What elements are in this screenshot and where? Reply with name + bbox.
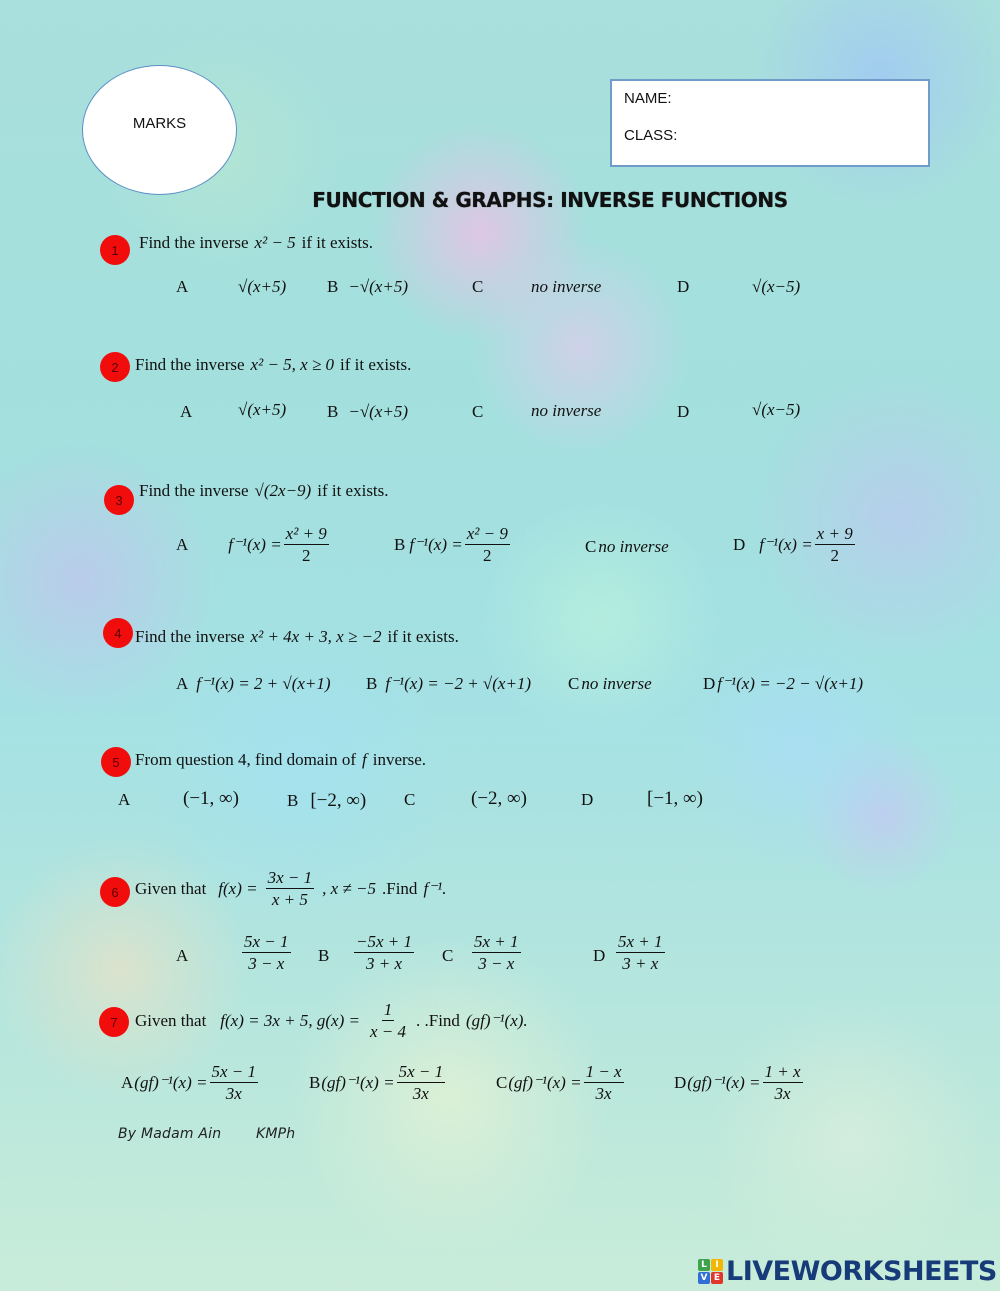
author-credit — [118, 1126, 295, 1142]
question-expression: √(2x−9) — [254, 481, 312, 500]
class-label: CLASS: — [624, 127, 678, 144]
q4-option-b[interactable] — [366, 674, 531, 694]
fraction-numerator: 1 — [383, 1000, 393, 1019]
question-number-badge: 1 — [100, 235, 130, 265]
q7-option-d[interactable] — [674, 1062, 805, 1103]
question-suffix: if it exists. — [301, 233, 373, 252]
q2-option-a-value[interactable]: √(x+5) — [238, 400, 287, 419]
fraction-numerator: 5x + 1 — [618, 932, 663, 951]
question-prefix: From question 4, find domain of — [135, 750, 356, 769]
question-target: (gf)⁻¹(x). — [465, 1010, 528, 1030]
option-label: A — [176, 674, 189, 693]
fraction-denominator: 2 — [483, 546, 492, 565]
fraction-numerator: 5x + 1 — [474, 932, 519, 951]
q5-option-c[interactable] — [404, 790, 419, 810]
question-suffix: .Find — [382, 878, 418, 898]
question-7-text — [135, 1000, 528, 1041]
question-number-badge: 3 — [104, 485, 134, 515]
question-number-badge: 2 — [100, 352, 130, 382]
logo-tile: I — [711, 1259, 723, 1271]
option-label: D — [733, 534, 746, 554]
fraction-numerator: 5x − 1 — [244, 932, 289, 951]
q6-option-d[interactable] — [614, 932, 667, 973]
fraction-numerator: x + 9 — [816, 524, 853, 543]
option-label: C — [585, 537, 597, 556]
q6-option-d-label-wrap[interactable] — [593, 946, 609, 966]
fraction-denominator: 3 − x — [248, 954, 285, 973]
question-condition: , x ≠ −5 — [322, 878, 376, 898]
q6-option-a-label-wrap[interactable] — [176, 946, 192, 966]
option-label: B — [366, 674, 378, 693]
option-lhs: (gf)⁻¹(x) = — [508, 1072, 582, 1092]
option-value: no inverse — [598, 537, 669, 556]
q1-option-b[interactable] — [327, 277, 408, 297]
option-lhs: f⁻¹(x) = — [228, 534, 282, 554]
question-number-badge: 6 — [100, 877, 130, 907]
option-value: −√(x+5) — [348, 277, 408, 296]
q1-option-d-value[interactable]: √(x−5) — [752, 277, 801, 296]
option-label: D — [581, 790, 594, 809]
option-value: −√(x+5) — [348, 402, 408, 421]
fraction-denominator: x − 4 — [369, 1022, 406, 1041]
question-prefix: Find the inverse — [135, 627, 245, 646]
fraction-numerator: x² + 9 — [285, 524, 327, 543]
question-target: f⁻¹. — [423, 878, 447, 898]
q3-option-a[interactable] — [176, 524, 331, 565]
question-lhs: f(x) = 3x + 5, g(x) = — [220, 1010, 360, 1030]
q6-option-b-label-wrap[interactable] — [318, 946, 333, 966]
question-prefix: Find the inverse — [139, 481, 249, 500]
option-label: D — [677, 402, 690, 421]
option-label: A — [118, 790, 131, 809]
q5-option-c-value[interactable]: (−2, ∞) — [471, 788, 527, 809]
class-field[interactable] — [624, 126, 916, 163]
option-lhs: f⁻¹(x) = — [759, 534, 813, 554]
q4-option-a[interactable] — [176, 674, 331, 694]
question-expression: x² − 5, x ≥ 0 — [250, 355, 335, 374]
option-label: D — [677, 277, 690, 296]
question-expression: x² − 5 — [254, 233, 296, 252]
option-lhs: (gf)⁻¹(x) = — [321, 1072, 395, 1092]
question-prefix: Given that — [135, 878, 207, 898]
page-title: FUNCTION & GRAPHS: INVERSE FUNCTIONS — [312, 188, 788, 212]
option-value: f⁻¹(x) = −2 + √(x+1) — [385, 674, 532, 693]
author-org: KMPh — [255, 1126, 296, 1142]
fraction-numerator: 1 + x — [764, 1062, 801, 1081]
question-expression: x² + 4x + 3, x ≥ −2 — [250, 627, 382, 646]
student-info-box — [610, 79, 930, 167]
option-label: A — [176, 277, 189, 296]
option-label: B — [327, 277, 339, 296]
q1-option-c[interactable] — [472, 277, 487, 297]
q7-option-c[interactable] — [496, 1062, 626, 1103]
option-label: C — [472, 277, 484, 296]
question-6-text — [135, 868, 446, 909]
question-suffix: . .Find — [416, 1010, 460, 1030]
fraction-denominator: x + 5 — [271, 890, 308, 909]
fraction-numerator: −5x + 1 — [356, 932, 412, 951]
q4-option-d[interactable] — [703, 674, 863, 694]
option-label: B — [327, 402, 339, 421]
q4-option-c[interactable] — [568, 674, 652, 694]
fraction-denominator: 3 + x — [365, 954, 403, 973]
brand-name: LIVEWORKSHEETS — [726, 1256, 997, 1287]
q2-option-d[interactable] — [677, 402, 693, 422]
question-suffix: if it exists. — [340, 355, 412, 374]
question-expression: f — [361, 750, 367, 769]
q2-option-d-value[interactable]: √(x−5) — [752, 400, 801, 419]
fraction-denominator: 3x — [774, 1084, 791, 1103]
question-number-badge: 5 — [101, 747, 131, 777]
question-5-text — [135, 750, 426, 770]
fraction-numerator: 5x − 1 — [211, 1062, 257, 1081]
q7-option-a[interactable] — [121, 1062, 260, 1103]
fraction-denominator: 3x — [225, 1084, 242, 1103]
option-label: C — [472, 402, 484, 421]
q2-option-c-value[interactable]: no inverse — [531, 401, 602, 420]
name-field[interactable] — [624, 89, 916, 126]
question-suffix: if it exists. — [387, 627, 459, 646]
option-label: C — [404, 790, 416, 809]
option-value: f⁻¹(x) = 2 + √(x+1) — [196, 674, 331, 693]
option-value: [−2, ∞) — [310, 790, 367, 811]
option-label: C — [568, 674, 580, 693]
question-suffix: inverse. — [372, 750, 427, 769]
question-prefix: Given that — [135, 1010, 207, 1030]
fraction-numerator: x² − 9 — [466, 524, 508, 543]
fraction-denominator: 2 — [830, 546, 839, 565]
question-prefix: Find the inverse — [139, 233, 249, 252]
option-label: C — [442, 946, 454, 965]
q1-option-c-value[interactable]: no inverse — [531, 277, 602, 296]
q7-option-b[interactable] — [309, 1062, 447, 1103]
question-4-text — [135, 627, 459, 647]
name-label: NAME: — [624, 90, 672, 107]
logo-tile: E — [711, 1272, 723, 1284]
q6-option-c-label-wrap[interactable] — [442, 946, 457, 966]
q5-option-d-value[interactable]: [−1, ∞) — [647, 788, 703, 809]
fraction-denominator: 2 — [301, 546, 311, 565]
option-label: D — [593, 946, 606, 965]
q2-option-b[interactable] — [327, 402, 408, 422]
option-label: D — [674, 1072, 687, 1092]
q6-option-c[interactable] — [470, 932, 523, 973]
fraction-denominator: 3x — [412, 1084, 429, 1103]
option-label: B — [394, 534, 406, 554]
q3-option-c[interactable] — [585, 537, 669, 557]
question-1-text — [139, 233, 373, 253]
q5-option-a[interactable] — [118, 790, 134, 810]
q2-option-a[interactable] — [180, 402, 196, 422]
option-label: B — [287, 791, 299, 810]
option-lhs: f⁻¹(x) = — [409, 534, 463, 554]
q1-option-a[interactable] — [176, 277, 192, 297]
logo-tile: L — [698, 1259, 710, 1271]
question-number-badge: 4 — [103, 618, 133, 648]
marks-box — [82, 65, 237, 195]
question-prefix: Find the inverse — [135, 355, 245, 374]
option-label: A — [176, 534, 189, 554]
option-value: no inverse — [581, 674, 652, 693]
marks-label: MARKS — [132, 114, 187, 132]
q1-option-a-value[interactable]: √(x+5) — [238, 277, 287, 296]
logo-tile: V — [698, 1272, 710, 1284]
q1-option-d[interactable] — [677, 277, 693, 297]
fraction-numerator: 3x − 1 — [267, 868, 313, 887]
option-label: A — [180, 402, 193, 421]
option-value: f⁻¹(x) = −2 − √(x+1) — [717, 674, 864, 693]
option-label: B — [309, 1072, 321, 1092]
q6-option-a[interactable] — [240, 932, 293, 973]
q6-option-b[interactable] — [352, 932, 416, 973]
question-3-text — [139, 481, 389, 501]
logo-tiles-icon — [698, 1259, 723, 1284]
option-label: D — [703, 674, 716, 693]
q5-option-b[interactable] — [287, 790, 366, 812]
option-label: C — [496, 1072, 508, 1092]
q3-option-b[interactable] — [394, 524, 512, 565]
question-lhs: f(x) = — [218, 878, 258, 898]
option-lhs: (gf)⁻¹(x) = — [687, 1072, 761, 1092]
author-name: By Madam Ain — [118, 1126, 222, 1142]
fraction-numerator: 1 − x — [585, 1062, 622, 1081]
q3-option-d[interactable] — [733, 524, 857, 565]
fraction-denominator: 3 + x — [622, 954, 659, 973]
fraction-numerator: 5x − 1 — [398, 1062, 444, 1081]
fraction-denominator: 3 − x — [478, 954, 515, 973]
question-2-text — [135, 355, 411, 375]
fraction-denominator: 3x — [595, 1084, 612, 1103]
q2-option-c[interactable] — [472, 402, 487, 422]
q5-option-a-value[interactable]: (−1, ∞) — [183, 788, 239, 809]
q5-option-d[interactable] — [581, 790, 597, 810]
question-suffix: if it exists. — [317, 481, 389, 500]
option-label: A — [176, 946, 189, 965]
option-lhs: (gf)⁻¹(x) = — [134, 1072, 208, 1092]
liveworksheets-logo — [698, 1256, 997, 1287]
option-label: B — [318, 946, 330, 965]
question-number-badge: 7 — [99, 1007, 129, 1037]
option-label: A — [121, 1072, 134, 1092]
